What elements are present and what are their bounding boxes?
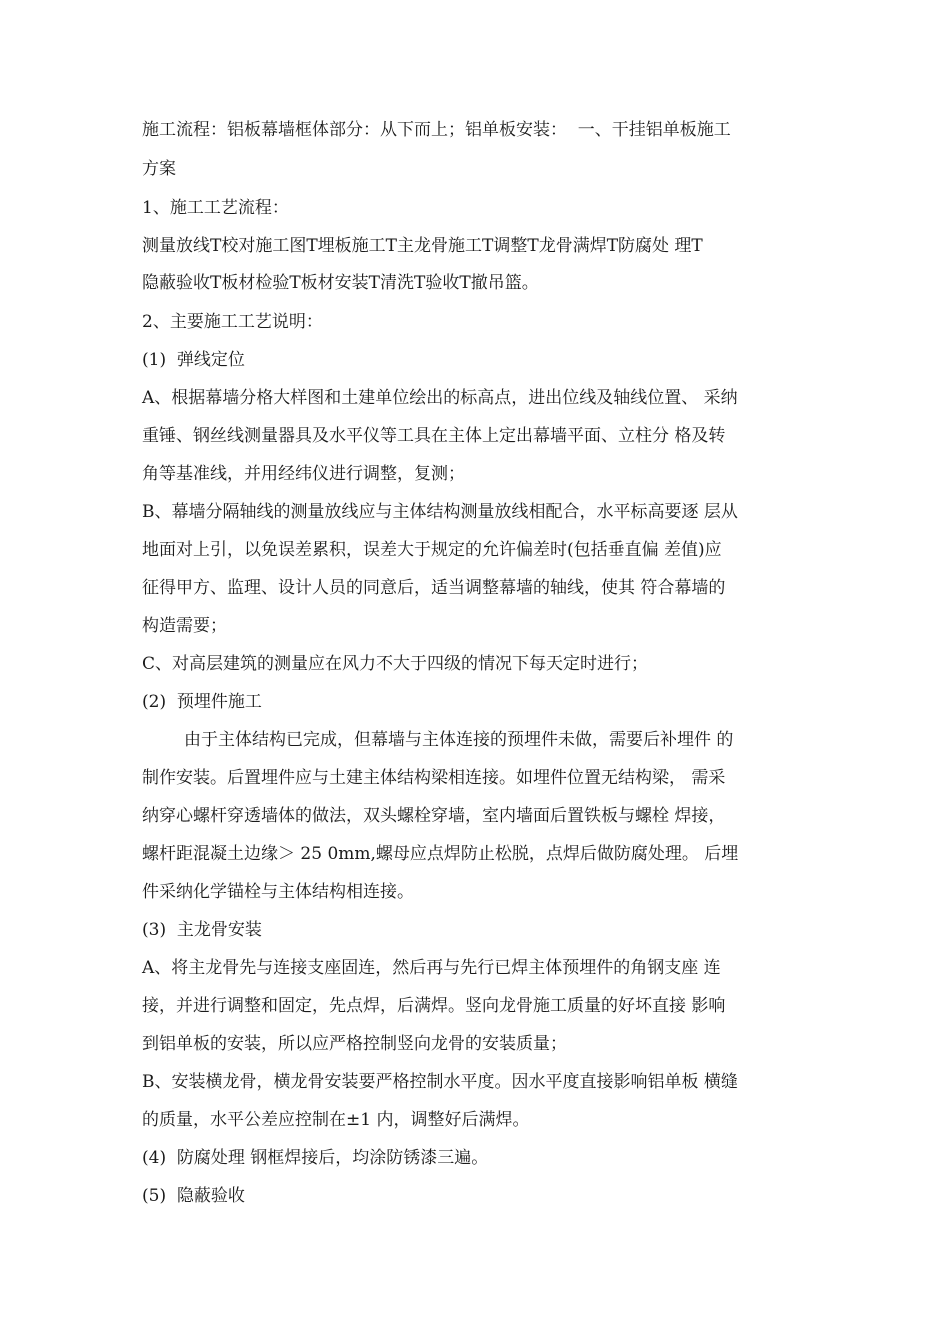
section-heading: 2、主要施工工艺说明： — [142, 312, 323, 332]
text-line: 由于主体结构已完成，但幕墙与主体连接的预埋件未做，需要后补埋件 的 — [184, 730, 734, 750]
text-line: 测量放线T校对施工图T埋板施工T主龙骨施工T调整T龙骨满焊T防腐处 理T — [142, 236, 703, 256]
text-line: B、安装横龙骨，横龙骨安装要严格控制水平度。因水平度直接影响铝单板 横缝 — [142, 1072, 738, 1092]
text-line: 施工流程：铝板幕墙框体部分：从下而上；铝单板安装： 一、干挂铝单板施工 — [142, 120, 731, 140]
text-line: 的质量，水平公差应控制在±1 内，调整好后满焊。 — [142, 1110, 530, 1130]
text-line: A、根据幕墙分格大样图和土建单位绘出的标高点，进出位线及轴线位置、 采纳 — [142, 388, 738, 408]
text-line: 接，并进行调整和固定，先点焊，后满焊。竖向龙骨施工质量的好坏直接 影响 — [142, 996, 726, 1016]
text-line: A、将主龙骨先与连接支座固连，然后再与先行已焊主体预埋件的角钢支座 连 — [142, 958, 721, 978]
text-line: C、对高层建筑的测量应在风力不大于四级的情况下每天定时进行； — [142, 654, 649, 674]
subsection-heading: (3) 主龙骨安装 — [142, 920, 262, 940]
text-line: B、幕墙分隔轴线的测量放线应与主体结构测量放线相配合，水平标高要逐 层从 — [142, 502, 738, 522]
subsection-heading: (5) 隐蔽验收 — [142, 1186, 245, 1206]
subsection-heading: (2) 预埋件施工 — [142, 692, 262, 712]
text-line: 螺杆距混凝土边缘＞ 25 0mm,螺母应点焊防止松脱，点焊后做防腐处理。 后埋 — [142, 844, 739, 864]
text-line: 制作安装。后置埋件应与土建主体结构梁相连接。如埋件位置无结构梁， 需采 — [142, 768, 726, 788]
text-line: 地面对上引，以免误差累积，误差大于规定的允许偏差时(包括垂直偏 差值)应 — [142, 540, 722, 560]
text-line: 征得甲方、监理、设计人员的同意后，适当调整幕墙的轴线，使其 符合幕墙的 — [142, 578, 726, 598]
text-line: 角等基准线，并用经纬仪进行调整，复测； — [142, 464, 465, 484]
text-line: 件采纳化学锚栓与主体结构相连接。 — [142, 882, 414, 902]
text-line: 重锤、钢丝线测量器具及水平仪等工具在主体上定出幕墙平面、立柱分 格及转 — [142, 426, 726, 446]
text-line: 到铝单板的安装，所以应严格控制竖向龙骨的安装质量； — [142, 1034, 567, 1054]
text-line: 纳穿心螺杆穿透墙体的做法，双头螺栓穿墙，室内墙面后置铁板与螺栓 焊接， — [142, 806, 726, 826]
text-line: 方案 — [142, 159, 176, 179]
text-line: 隐蔽验收T板材检验T板材安装T清洗T验收T撤吊篮。 — [142, 273, 539, 293]
text-line: 构造需要； — [142, 616, 227, 636]
section-heading: 1、施工工艺流程： — [142, 198, 289, 218]
subsection-heading: (4) 防腐处理 钢框焊接后，均涂防锈漆三遍。 — [142, 1148, 489, 1168]
subsection-heading: (1) 弹线定位 — [142, 350, 245, 370]
